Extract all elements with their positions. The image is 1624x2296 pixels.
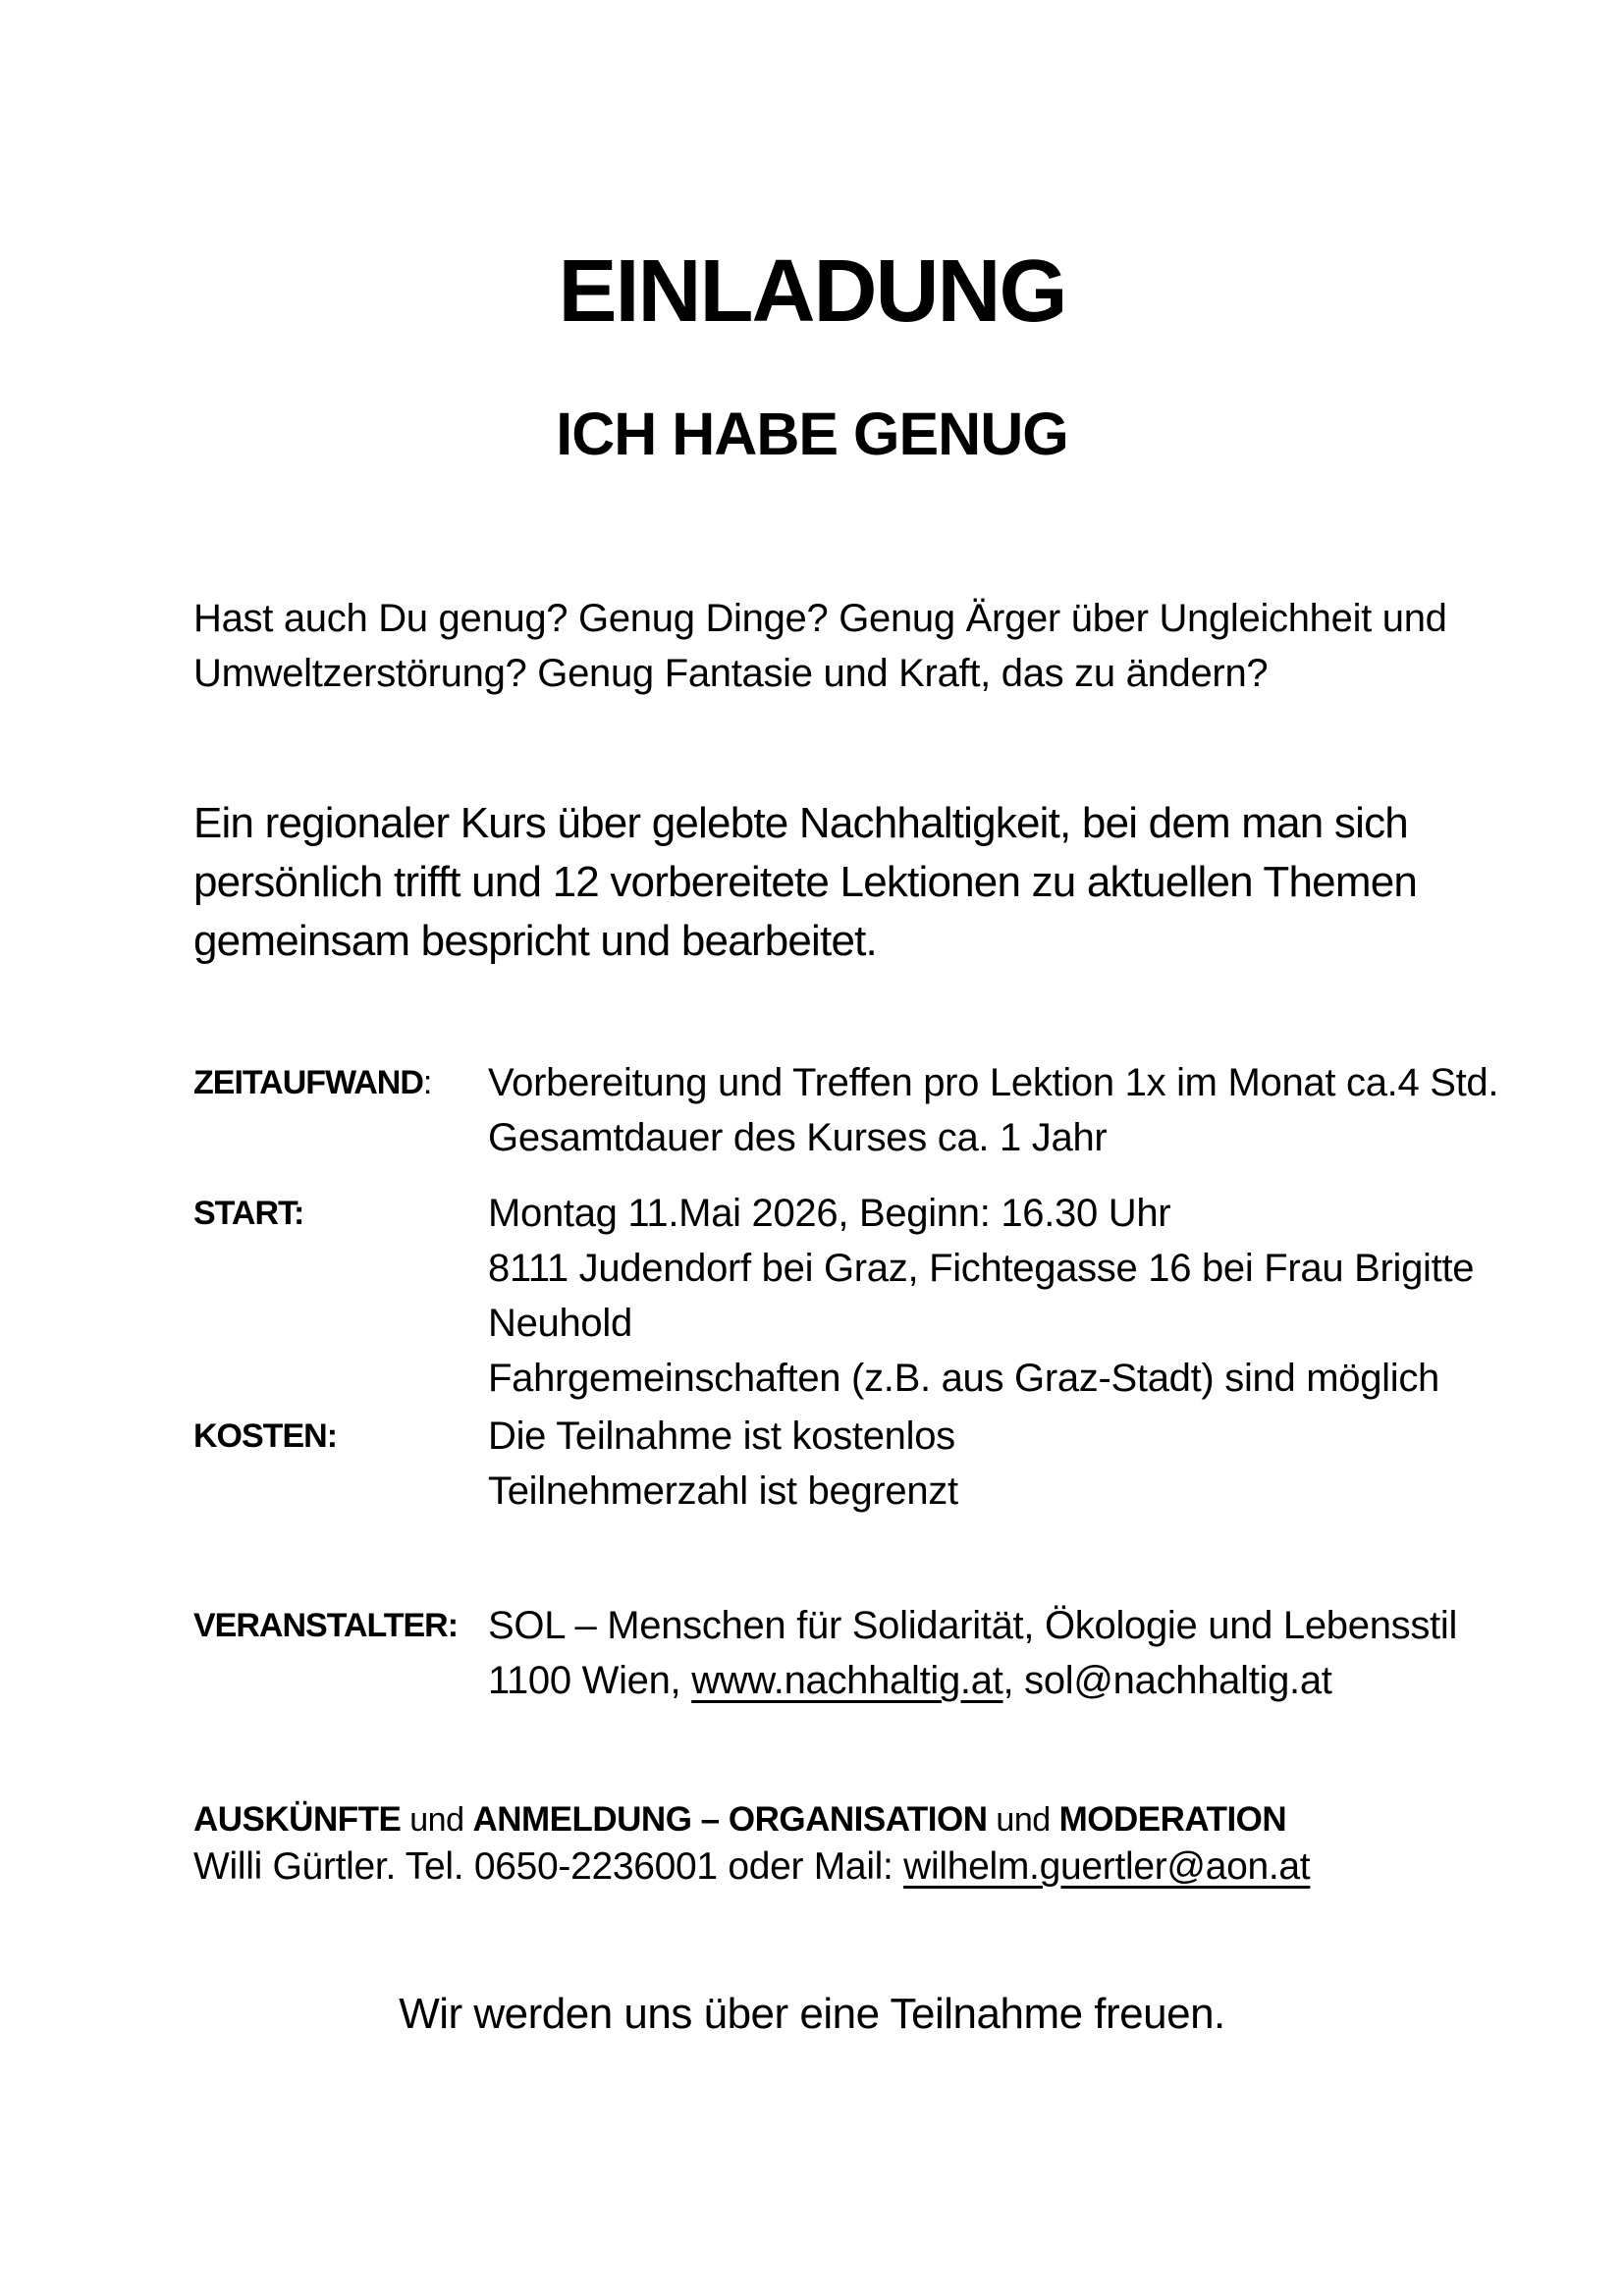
email-link[interactable]: wilhelm.guertler@aon.at xyxy=(903,1845,1311,1888)
text-line xyxy=(488,1241,1474,1296)
text-segment: und xyxy=(987,1801,1059,1839)
detail-label-text: ZEITAUFWAND xyxy=(193,1064,423,1101)
detail-label-colon: : xyxy=(326,1417,338,1455)
text-segment: Vorbereitung und Treffen pro Lektion 1x im Monat ca.4 Std. xyxy=(488,1061,1499,1104)
intro-paragraph xyxy=(193,591,1447,701)
detail-label-text: START xyxy=(193,1195,295,1232)
text-line xyxy=(488,1409,958,1464)
text-line xyxy=(488,1598,1457,1653)
bold-text: ANMELDUNG – ORGANISATION xyxy=(472,1800,988,1839)
detail-label xyxy=(193,1598,484,1653)
text-segment: Montag 11.Mai 2026, Beginn: 16.30 Uhr xyxy=(488,1192,1171,1235)
text-line: Hast auch Du genug? Genug Dinge? Genug Ärger über Ungleichheit und xyxy=(193,597,1447,640)
text-segment: und xyxy=(401,1801,473,1839)
text-segment: Teilnehmerzahl ist begrenzt xyxy=(488,1469,958,1513)
bold-text: MODERATION xyxy=(1058,1800,1287,1839)
detail-label-colon: : xyxy=(447,1607,459,1644)
text-segment: SOL – Menschen für Solidarität, Ökologie und Lebensstil xyxy=(488,1604,1458,1647)
detail-label xyxy=(193,1055,484,1110)
text-segment: , sol@nachhaltig.at xyxy=(1002,1659,1332,1702)
detail-label-text: VERANSTALTER xyxy=(193,1607,448,1644)
text-line xyxy=(488,1186,1474,1241)
detail-value xyxy=(488,1598,1457,1708)
document-title: EINLADUNG xyxy=(558,242,1066,341)
text-line xyxy=(488,1653,1457,1708)
document-subtitle: ICH HABE GENUG xyxy=(556,400,1068,467)
text-segment: Willi Gürtler. Tel. 0650-2236001 oder Mail: xyxy=(193,1845,904,1888)
contact-heading xyxy=(193,1794,1286,1845)
text-line: gemeinsam bespricht und bearbeitet. xyxy=(193,917,877,965)
text-segment: Fahrgemeinschaften (z.B. aus Graz-Stadt) sind möglich xyxy=(488,1357,1439,1400)
text-line xyxy=(488,1055,1498,1110)
text-line xyxy=(488,1296,1474,1351)
detail-label xyxy=(193,1409,484,1464)
website-link[interactable]: www.nachhaltig.at xyxy=(691,1659,1003,1702)
detail-value xyxy=(488,1055,1498,1165)
closing-line: Wir werden uns über eine Teilnahme freuen. xyxy=(399,1990,1225,2038)
text-line: Umweltzerstörung? Genug Fantasie und Kraft, das zu ändern? xyxy=(193,652,1269,695)
detail-value xyxy=(488,1409,958,1519)
contact-line xyxy=(193,1842,1310,1893)
text-segment: Gesamtdauer des Kurses ca. 1 Jahr xyxy=(488,1116,1108,1159)
text-segment: 8111 Judendorf bei Graz, Fichtegasse 16 bei Frau Brigitte xyxy=(488,1247,1475,1290)
detail-label-colon: : xyxy=(294,1195,304,1232)
detail-label-colon: : xyxy=(422,1064,432,1101)
detail-label xyxy=(193,1186,484,1241)
text-line xyxy=(488,1351,1474,1406)
bold-text: AUSKÜNFTE xyxy=(193,1800,402,1839)
text-line: Ein regionaler Kurs über gelebte Nachhaltigkeit, bei dem man sich xyxy=(193,799,1408,847)
text-line: persönlich trifft und 12 vorbereitete Lektionen zu aktuellen Themen xyxy=(193,858,1418,906)
course-description-paragraph xyxy=(193,794,1417,971)
text-segment: Die Teilnahme ist kostenlos xyxy=(488,1415,955,1458)
detail-label-text: KOSTEN xyxy=(193,1417,327,1455)
text-segment: 1100 Wien, xyxy=(488,1659,692,1702)
detail-value xyxy=(488,1186,1474,1406)
text-line xyxy=(488,1464,958,1519)
text-line xyxy=(488,1110,1498,1165)
text-segment: Neuhold xyxy=(488,1302,632,1345)
